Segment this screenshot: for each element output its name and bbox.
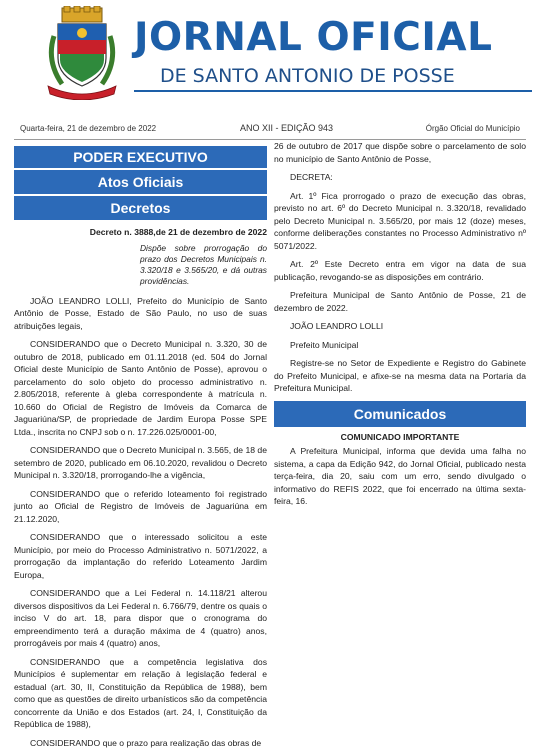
notice-text: A Prefeitura Municipal, informa que devida uma falha no sistema, a capa da Edição 942, do Jornal Oficial, publicado nesta terça-feira, dia 20, saiu com um erro, sendo divulgado o informativo do REFIS 2022, que foi encerrado na última sexta-feira, 16. bbox=[274, 446, 526, 506]
subtitle-divider bbox=[134, 90, 532, 92]
newspaper-subtitle: DE SANTO ANTONIO DE POSSE bbox=[160, 65, 455, 87]
decree-summary: Dispõe sobre prorrogação do prazo dos Decretos Municipais n. 3.320/18 e 3.565/20, e dá outras providências. bbox=[140, 242, 267, 286]
signatory-name: JOÃO LEANDRO LOLLI bbox=[290, 321, 384, 331]
section-banner-atos-oficiais: Atos Oficiais bbox=[14, 170, 267, 194]
masthead bbox=[0, 0, 540, 112]
edition-number: ANO XII - EDIÇÃO 943 bbox=[240, 123, 334, 133]
notice-title: COMUNICADO IMPORTANTE bbox=[340, 431, 460, 442]
edition-organ: Órgão Oficial do Município bbox=[425, 124, 520, 133]
decree-paragraph: 26 de outubro de 2017 que dispõe sobre o parcelamento de solo no município de Santo Antônio de Posse, bbox=[274, 141, 526, 164]
left-column bbox=[14, 146, 267, 755]
decree-paragraph: CONSIDERANDO que o prazo para realização das obras de bbox=[30, 737, 262, 748]
edition-date: Quarta-feira, 21 de dezembro de 2022 bbox=[20, 124, 157, 133]
municipal-coat-of-arms-icon bbox=[44, 6, 120, 100]
decree-paragraph: CONSIDERANDO que a Lei Federal n. 14.118/21 alterou diversos dispositivos da Lei Federal n. 6.766/79, dentre os quais o inciso V do art. 18, para dispor que o cronograma do empreendimento terá a duração máxima de 4 (quatro) anos, prorrogáveis por mais 4 (quatro) anos, bbox=[14, 588, 267, 648]
edition-info-bar bbox=[14, 119, 526, 137]
decree-article: Art. 1º Fica prorrogado o prazo de execução das obras, previsto no art. 6º do Decreto Municipal n. 3.320/18, revalidado pelo Decreto Municipal n. 3.565/20, por mais 12 (doze) meses, conforme deliberações constantes no Processo Administrativo nº 5071/2022. bbox=[274, 190, 526, 251]
section-banner-comunicados: Comunicados bbox=[274, 401, 526, 427]
decree-decreta: DECRETA: bbox=[290, 172, 333, 182]
right-column bbox=[274, 140, 526, 514]
decree-registration: Registre-se no Setor de Expediente e Registro do Gabinete do Prefeito Municipal, e afixe-se na mesma data na Portaria da Prefeitura Municipal. bbox=[274, 358, 526, 393]
decree-paragraph: JOÃO LEANDRO LOLLI, Prefeito do Município de Santo Antônio de Posse, Estado de São Paulo, no uso de suas atribuições legais, bbox=[14, 295, 267, 331]
decree-paragraph: CONSIDERANDO que o Decreto Municipal n. 3.320, 30 de outubro de 2018, publicado em 01.11.2018 (ed. 504 do Jornal Oficial deste Município de Santo Antônio de Posse), aprovou o parcelamento do solo objeto do processo administrativo n. 2.805/2018, referente à gleba correspondente à matrícula n. 10.660 do Oficial de Registro de Imóveis da Comarca de Jaguariúna/SP, de propriedade de Jardim Europa Posse SPE Ltda., inscrita no CNPJ sob o n. 17.226.025/0001-00, bbox=[14, 339, 267, 437]
decree-paragraph: CONSIDERANDO que a competência legislativa dos Municípios é suplementar em relação à legislação federal e estadual (art. 30, II, Constituição da República de 1988), bem como que as questões de direito urbanísticos são da competência concorrente da União e dos Estados (art. 24, I, Constituição da República de 1988), bbox=[14, 656, 267, 729]
decree-article: Art. 2º Este Decreto entra em vigor na data de sua publicação, revogando-se as disposições em contrário. bbox=[274, 259, 526, 282]
section-banner-poder-executivo: PODER EXECUTIVO bbox=[14, 146, 267, 168]
decree-paragraph: CONSIDERANDO que o interessado solicitou a este Município, por meio do Processo Administrativo n. 5071/2022, a prorrogação da implantação do referido Loteamento Jardim Europa, bbox=[14, 532, 267, 580]
decree-paragraph: CONSIDERANDO que o referido loteamento foi registrado junto ao Oficial de Registro de Imóveis de Jaguariúna em 21.12.2020, bbox=[14, 488, 267, 524]
section-banner-decretos: Decretos bbox=[14, 196, 267, 220]
signatory-role: Prefeito Municipal bbox=[290, 339, 359, 350]
decree-title: Decreto n. 3888,de 21 de dezembro de 2022 bbox=[89, 227, 267, 237]
decree-paragraph: CONSIDERANDO que o Decreto Municipal n. 3.565, de 18 de setembro de 2020, publicado em 06.10.2020, revalidou o Decreto Municipal n. 3.320/18, prorrogando-lhe a vigência, bbox=[14, 445, 267, 480]
newspaper-title: JORNAL OFICIAL bbox=[134, 15, 493, 60]
decree-place-date: Prefeitura Municipal de Santo Antônio de Posse, 21 de dezembro de 2022. bbox=[274, 290, 526, 313]
